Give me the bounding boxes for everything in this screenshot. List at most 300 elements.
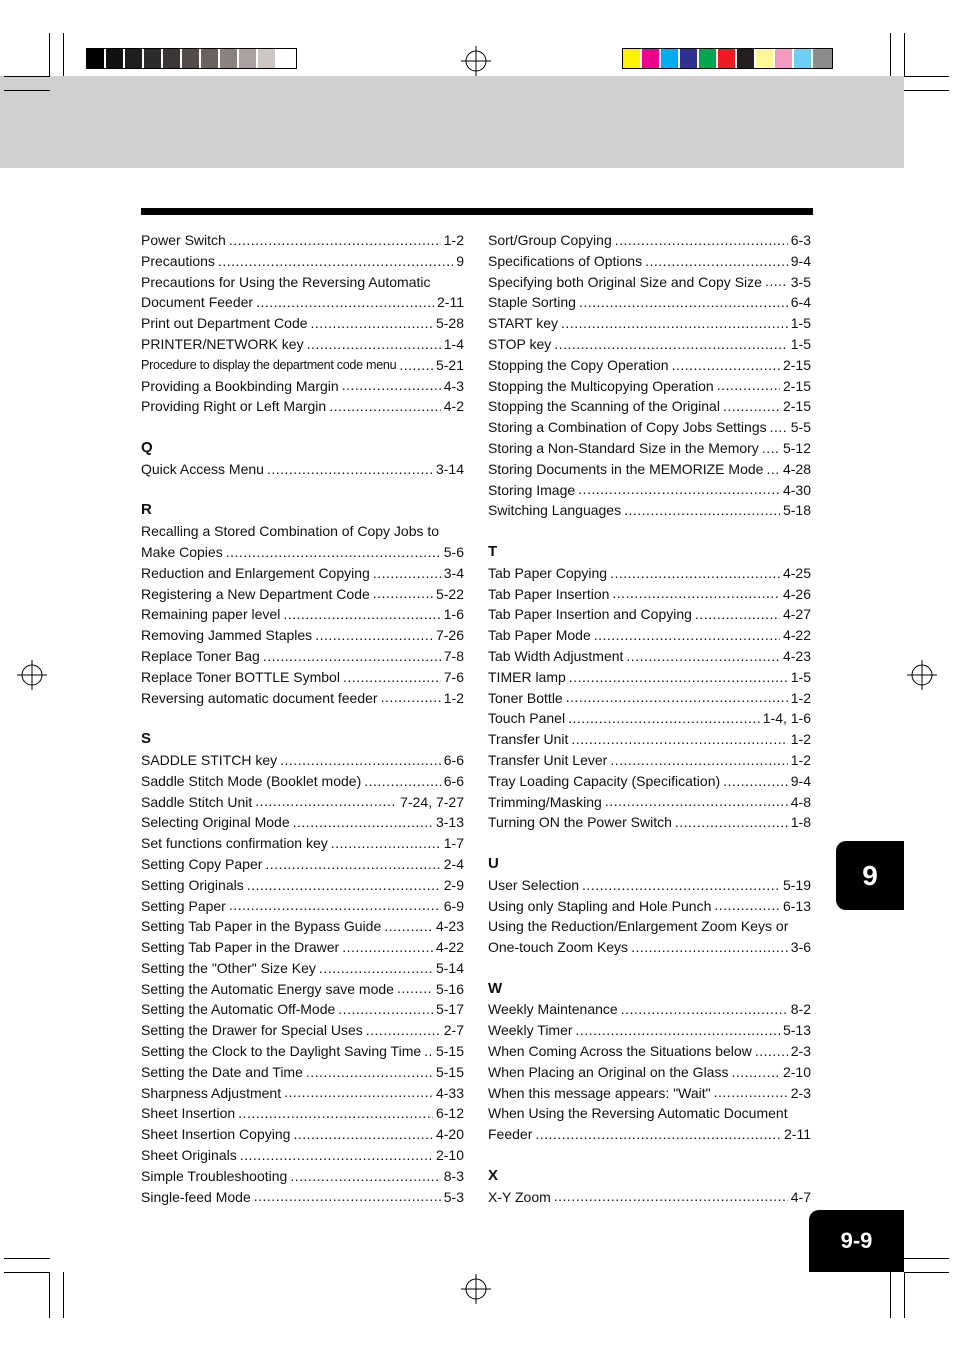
index-entry bbox=[488, 604, 811, 625]
entry-term: Tab Paper Insertion bbox=[488, 585, 610, 602]
index-entry bbox=[488, 1041, 811, 1062]
color-calibration-strip bbox=[622, 48, 833, 69]
index-entry bbox=[141, 688, 464, 709]
index-entry bbox=[488, 916, 811, 937]
section-letter: S bbox=[141, 730, 152, 748]
entry-term: Specifying both Original Size and Copy Size bbox=[488, 273, 762, 290]
color-patch bbox=[125, 49, 144, 68]
color-patch bbox=[642, 49, 661, 68]
color-patch bbox=[623, 49, 642, 68]
dot-leader bbox=[594, 628, 780, 642]
index-entry bbox=[488, 334, 811, 355]
color-patch bbox=[163, 49, 182, 68]
entry-term: Stopping the Multicopying Operation bbox=[488, 377, 714, 394]
entry-term: Saddle Stitch Unit bbox=[141, 793, 253, 810]
entry-term: Touch Panel bbox=[488, 710, 566, 727]
entry-term: Transfer Unit bbox=[488, 731, 569, 748]
entry-term: Sheet Originals bbox=[141, 1147, 237, 1164]
entry-term: Precautions for Using the Reversing Automatic bbox=[141, 273, 431, 290]
index-entry bbox=[488, 459, 811, 480]
entry-page: 6-6 bbox=[443, 751, 464, 768]
dot-leader bbox=[255, 794, 397, 808]
index-entry bbox=[141, 916, 464, 937]
entry-term: Tray Loading Capacity (Specification) bbox=[488, 772, 721, 789]
dot-leader bbox=[293, 815, 433, 829]
section-letter: T bbox=[488, 542, 498, 560]
entry-term: Stopping the Scanning of the Original bbox=[488, 398, 720, 415]
entry-term: One-touch Zoom Keys bbox=[488, 939, 629, 956]
crop-mark bbox=[63, 1272, 64, 1318]
entry-term: Remaining paper level bbox=[141, 606, 281, 623]
dot-leader bbox=[554, 337, 787, 351]
entry-page: 1-5 bbox=[790, 668, 811, 685]
entry-page: 2-10 bbox=[435, 1147, 464, 1164]
index-entry bbox=[141, 1166, 464, 1187]
dot-leader bbox=[399, 358, 433, 372]
entry-page: 6-4 bbox=[790, 294, 811, 311]
index-section bbox=[141, 230, 464, 417]
dot-leader bbox=[424, 1044, 433, 1058]
color-patch bbox=[201, 49, 220, 68]
entry-page: 2-11 bbox=[784, 1126, 811, 1143]
dot-leader bbox=[373, 586, 433, 600]
index-entry bbox=[141, 230, 464, 251]
entry-page: 2-15 bbox=[782, 356, 811, 373]
index-section bbox=[488, 230, 811, 521]
dot-leader bbox=[343, 670, 441, 684]
entry-page: 1-8 bbox=[790, 814, 811, 831]
index-entry bbox=[141, 979, 464, 1000]
index-entry bbox=[141, 833, 464, 854]
color-patch bbox=[756, 49, 775, 68]
entry-page: 9-4 bbox=[790, 772, 811, 789]
entry-page: 7-24, 7-27 bbox=[400, 793, 464, 810]
entry-term: Registering a New Department Code bbox=[141, 585, 370, 602]
entry-term: Storing a Non-Standard Size in the Memory bbox=[488, 439, 759, 456]
entry-page: 5-16 bbox=[435, 980, 464, 997]
entry-term: Trimming/Masking bbox=[488, 793, 602, 810]
entry-term: Set functions confirmation key bbox=[141, 835, 328, 852]
index-entry bbox=[141, 313, 464, 334]
dot-leader bbox=[381, 690, 441, 704]
entry-term: Simple Troubleshooting bbox=[141, 1167, 288, 1184]
dot-leader bbox=[331, 836, 441, 850]
entry-term: PRINTER/NETWORK key bbox=[141, 335, 304, 352]
entry-page: 3-4 bbox=[443, 564, 464, 581]
index-section bbox=[141, 729, 464, 1207]
crop-mark bbox=[63, 33, 64, 76]
dot-leader bbox=[569, 670, 788, 684]
index-entry bbox=[488, 667, 811, 688]
entry-term: Procedure to display the department code menu bbox=[141, 357, 397, 372]
entry-term: Setting Copy Paper bbox=[141, 855, 263, 872]
index-entry bbox=[488, 272, 811, 293]
index-entry bbox=[141, 999, 464, 1020]
entry-term: Sharpness Adjustment bbox=[141, 1084, 282, 1101]
entry-page: 3-6 bbox=[790, 939, 811, 956]
index-entry bbox=[141, 1041, 464, 1062]
index-entry bbox=[141, 1020, 464, 1041]
dot-leader bbox=[578, 482, 780, 496]
index-entry bbox=[488, 313, 811, 334]
index-entry bbox=[141, 896, 464, 917]
entry-page: 2-9 bbox=[443, 876, 464, 893]
index-entry bbox=[488, 875, 811, 896]
color-patch bbox=[794, 49, 813, 68]
dot-leader bbox=[384, 919, 433, 933]
entry-term: Document Feeder bbox=[141, 294, 254, 311]
entry-term: Tab Width Adjustment bbox=[488, 647, 624, 664]
dot-leader bbox=[621, 1002, 788, 1016]
entry-page: 1-2 bbox=[443, 232, 464, 248]
registration-mark-icon bbox=[461, 46, 491, 76]
entry-term: START key bbox=[488, 315, 559, 332]
entry-page: 6-13 bbox=[782, 897, 811, 914]
index-entry bbox=[488, 438, 811, 459]
index-entry bbox=[488, 937, 811, 958]
index-entry bbox=[141, 563, 464, 584]
entry-page: 5-21 bbox=[435, 356, 464, 373]
entry-term: X-Y Zoom bbox=[488, 1188, 551, 1205]
index-entry bbox=[141, 667, 464, 688]
index-entry bbox=[141, 542, 464, 563]
index-entry bbox=[141, 792, 464, 813]
entry-term: When Placing an Original on the Glass bbox=[488, 1063, 729, 1080]
index-entry bbox=[141, 459, 464, 480]
entry-page: 9-4 bbox=[790, 252, 811, 269]
color-patch bbox=[737, 49, 756, 68]
index-entry bbox=[488, 292, 811, 313]
index-section bbox=[488, 542, 811, 833]
color-patch bbox=[220, 49, 239, 68]
index-section bbox=[488, 979, 811, 1145]
entry-term: Make Copies bbox=[141, 543, 223, 560]
dot-leader bbox=[218, 254, 453, 268]
color-patch bbox=[87, 49, 106, 68]
entry-page: 6-9 bbox=[443, 897, 464, 914]
color-patch bbox=[239, 49, 258, 68]
dot-leader bbox=[624, 503, 780, 517]
index-entry bbox=[488, 729, 811, 750]
entry-page: 5-15 bbox=[435, 1043, 464, 1060]
entry-term: Toner Bottle bbox=[488, 689, 563, 706]
color-patch bbox=[775, 49, 794, 68]
index-entry bbox=[488, 896, 811, 917]
entry-page: 8-3 bbox=[443, 1167, 464, 1184]
dot-leader bbox=[397, 981, 433, 995]
index-entry bbox=[141, 355, 464, 376]
dot-leader bbox=[561, 316, 788, 330]
index-entry bbox=[141, 937, 464, 958]
dot-leader bbox=[238, 1106, 433, 1120]
index-entry bbox=[488, 646, 811, 667]
index-entry bbox=[488, 563, 811, 584]
entry-term: Setting the Automatic Off-Mode bbox=[141, 1001, 336, 1018]
entry-term: Setting the Automatic Energy save mode bbox=[141, 980, 394, 997]
entry-page: 5-22 bbox=[435, 585, 464, 602]
index-entry bbox=[488, 625, 811, 646]
index-entry bbox=[488, 1124, 811, 1145]
entry-term: Switching Languages bbox=[488, 502, 622, 519]
dot-leader bbox=[731, 1065, 780, 1079]
dot-leader bbox=[263, 649, 441, 663]
entry-term: Replace Toner Bag bbox=[141, 647, 260, 664]
entry-page: 4-27 bbox=[782, 606, 811, 623]
index-entry bbox=[141, 251, 464, 272]
dot-leader bbox=[229, 898, 441, 912]
entry-page: 9 bbox=[456, 252, 464, 269]
index-entry bbox=[141, 1062, 464, 1083]
entry-page: 1-4, 1-6 bbox=[762, 710, 811, 727]
header-band bbox=[0, 76, 904, 168]
crop-mark bbox=[49, 1272, 50, 1318]
dot-leader bbox=[755, 1044, 788, 1058]
entry-term: When this message appears: "Wait" bbox=[488, 1084, 711, 1101]
dot-leader bbox=[582, 878, 780, 892]
index-entry bbox=[141, 292, 464, 313]
entry-page: 5-19 bbox=[782, 876, 811, 893]
index-entry bbox=[141, 771, 464, 792]
entry-page: 4-33 bbox=[435, 1084, 464, 1101]
entry-term: Removing Jammed Staples bbox=[141, 627, 313, 644]
entry-term: Reversing automatic document feeder bbox=[141, 689, 378, 706]
index-entry bbox=[141, 646, 464, 667]
color-patch bbox=[144, 49, 163, 68]
dot-leader bbox=[293, 1127, 433, 1141]
entry-page: 4-30 bbox=[782, 481, 811, 498]
dot-leader bbox=[610, 566, 780, 580]
dot-leader bbox=[645, 254, 788, 268]
dot-leader bbox=[256, 295, 434, 309]
index-section bbox=[141, 500, 464, 708]
entry-term: Setting Paper bbox=[141, 897, 226, 914]
entry-page: 1-6 bbox=[443, 606, 464, 623]
index-entry bbox=[141, 1124, 464, 1145]
entry-page: 4-22 bbox=[435, 939, 464, 956]
entry-page: 6-6 bbox=[443, 772, 464, 789]
entry-page: 5-14 bbox=[435, 959, 464, 976]
entry-term: Storing Documents in the MEMORIZE Mode bbox=[488, 460, 764, 477]
index-entry bbox=[488, 771, 811, 792]
entry-page: 4-22 bbox=[782, 627, 811, 644]
dot-leader bbox=[615, 233, 788, 247]
dot-leader bbox=[254, 1189, 441, 1203]
entry-page: 4-7 bbox=[790, 1188, 811, 1205]
entry-page: 4-20 bbox=[435, 1126, 464, 1143]
dot-leader bbox=[265, 857, 440, 871]
entry-term: Saddle Stitch Mode (Booklet mode) bbox=[141, 772, 362, 789]
crop-mark bbox=[49, 33, 50, 76]
index-column-right bbox=[488, 230, 811, 1228]
index-entry bbox=[141, 958, 464, 979]
index-entry bbox=[488, 251, 811, 272]
dot-leader bbox=[280, 753, 441, 767]
dot-leader bbox=[284, 1085, 433, 1099]
entry-page: 4-26 bbox=[782, 585, 811, 602]
entry-page: 4-3 bbox=[443, 377, 464, 394]
index-section bbox=[141, 438, 464, 480]
entry-page: 5-6 bbox=[443, 543, 464, 560]
dot-leader bbox=[579, 295, 788, 309]
index-section bbox=[488, 1166, 811, 1208]
entry-page: 1-2 bbox=[790, 751, 811, 768]
dot-leader bbox=[364, 774, 441, 788]
color-patch bbox=[718, 49, 737, 68]
entry-page: 4-8 bbox=[790, 793, 811, 810]
dot-leader bbox=[766, 462, 780, 476]
entry-page: 7-26 bbox=[435, 627, 464, 644]
entry-page: 5-5 bbox=[790, 419, 811, 436]
entry-term: Selecting Original Mode bbox=[141, 814, 290, 831]
dot-leader bbox=[610, 753, 787, 767]
chapter-tab: 9 bbox=[836, 841, 904, 910]
dot-leader bbox=[366, 1023, 441, 1037]
entry-term: Tab Paper Insertion and Copying bbox=[488, 606, 692, 623]
entry-page: 5-17 bbox=[435, 1001, 464, 1018]
entry-page: 3-14 bbox=[435, 460, 464, 477]
crop-mark bbox=[904, 90, 949, 91]
index-entry bbox=[141, 1145, 464, 1166]
entry-page: 4-23 bbox=[435, 918, 464, 935]
entry-term: Sort/Group Copying bbox=[488, 232, 612, 248]
index-entry bbox=[141, 604, 464, 625]
index-entry bbox=[488, 708, 811, 729]
section-letter: Q bbox=[141, 438, 153, 456]
color-patch bbox=[277, 49, 296, 68]
registration-mark-icon bbox=[907, 660, 937, 690]
entry-page: 1-5 bbox=[790, 315, 811, 332]
index-entry bbox=[488, 417, 811, 438]
entry-term: Stopping the Copy Operation bbox=[488, 356, 669, 373]
entry-term: Print out Department Code bbox=[141, 315, 308, 332]
entry-page: 2-15 bbox=[782, 398, 811, 415]
index-entry bbox=[488, 1103, 811, 1124]
entry-page: 4-25 bbox=[782, 564, 811, 581]
entry-term: Single-feed Mode bbox=[141, 1188, 251, 1205]
dot-leader bbox=[626, 649, 780, 663]
index-entry bbox=[488, 1020, 811, 1041]
index-entry bbox=[141, 272, 464, 293]
entry-page: 7-6 bbox=[443, 668, 464, 685]
index-entry bbox=[488, 812, 811, 833]
dot-leader bbox=[576, 1023, 780, 1037]
entry-page: 5-18 bbox=[782, 502, 811, 519]
dot-leader bbox=[723, 399, 780, 413]
index-entry bbox=[488, 355, 811, 376]
entry-term: STOP key bbox=[488, 335, 552, 352]
color-patch bbox=[182, 49, 201, 68]
entry-page: 3-13 bbox=[435, 814, 464, 831]
dot-leader bbox=[226, 545, 441, 559]
dot-leader bbox=[329, 399, 441, 413]
entry-term: Tab Paper Mode bbox=[488, 627, 591, 644]
index-entry bbox=[488, 750, 811, 771]
dot-leader bbox=[605, 794, 788, 808]
entry-term: Replace Toner BOTTLE Symbol bbox=[141, 668, 340, 685]
color-patch bbox=[106, 49, 125, 68]
dot-leader bbox=[612, 586, 780, 600]
color-patch bbox=[680, 49, 699, 68]
entry-term: Recalling a Stored Combination of Copy Jobs to bbox=[141, 523, 440, 540]
dot-leader bbox=[247, 878, 441, 892]
index-entry bbox=[488, 1062, 811, 1083]
entry-term: When Coming Across the Situations below bbox=[488, 1043, 752, 1060]
color-patch bbox=[661, 49, 680, 68]
crop-mark bbox=[4, 1258, 50, 1259]
section-letter: U bbox=[488, 854, 499, 872]
entry-page: 2-7 bbox=[443, 1022, 464, 1039]
dot-leader bbox=[315, 628, 433, 642]
entry-page: 4-2 bbox=[443, 398, 464, 415]
entry-term: Feeder bbox=[488, 1126, 533, 1143]
entry-term: Sheet Insertion Copying bbox=[141, 1126, 291, 1143]
entry-term: Power Switch bbox=[141, 232, 226, 248]
section-letter: X bbox=[488, 1166, 499, 1184]
index-entry bbox=[141, 750, 464, 771]
dot-leader bbox=[571, 732, 787, 746]
color-patch bbox=[699, 49, 718, 68]
index-entry bbox=[141, 875, 464, 896]
entry-term: Quick Access Menu bbox=[141, 460, 264, 477]
entry-page: 4-28 bbox=[782, 460, 811, 477]
entry-term: Using the Reduction/Enlargement Zoom Keys or bbox=[488, 918, 789, 935]
entry-term: Reduction and Enlargement Copying bbox=[141, 564, 370, 581]
section-rule bbox=[141, 208, 813, 215]
entry-page: 1-5 bbox=[790, 335, 811, 352]
entry-term: Weekly Maintenance bbox=[488, 1001, 618, 1018]
color-patch bbox=[813, 49, 832, 68]
section-letter: R bbox=[141, 501, 152, 519]
crop-mark bbox=[904, 1258, 949, 1259]
dot-leader bbox=[338, 1002, 433, 1016]
dot-leader bbox=[765, 274, 788, 288]
dot-leader bbox=[229, 233, 441, 247]
entry-term: TIMER lamp bbox=[488, 668, 566, 685]
entry-page: 4-23 bbox=[782, 647, 811, 664]
registration-mark-icon bbox=[17, 660, 47, 690]
entry-term: Turning ON the Power Switch bbox=[488, 814, 672, 831]
index-entry bbox=[141, 812, 464, 833]
crop-mark bbox=[890, 33, 891, 76]
grayscale-calibration-strip bbox=[86, 48, 297, 69]
entry-page: 2-3 bbox=[790, 1043, 811, 1060]
entry-page: 5-15 bbox=[435, 1063, 464, 1080]
dot-leader bbox=[675, 815, 788, 829]
crop-mark bbox=[4, 76, 50, 77]
entry-term: Setting the Drawer for Special Uses bbox=[141, 1022, 363, 1039]
index-entry bbox=[488, 230, 811, 251]
entry-term: Setting the Clock to the Daylight Saving Time bbox=[141, 1043, 422, 1060]
entry-page: 8-2 bbox=[790, 1001, 811, 1018]
dot-leader bbox=[240, 1148, 433, 1162]
entry-term: Staple Sorting bbox=[488, 294, 576, 311]
index-entry bbox=[141, 521, 464, 542]
entry-term: Setting Tab Paper in the Bypass Guide bbox=[141, 918, 382, 935]
dot-leader bbox=[717, 378, 780, 392]
index-entry bbox=[141, 1187, 464, 1208]
dot-leader bbox=[695, 607, 780, 621]
index-entry bbox=[488, 500, 811, 521]
dot-leader bbox=[631, 940, 788, 954]
page-number: 9-9 bbox=[809, 1210, 904, 1272]
entry-term: User Selection bbox=[488, 876, 580, 893]
crop-mark bbox=[904, 76, 949, 77]
entry-page: 1-4 bbox=[443, 335, 464, 352]
entry-page: 2-3 bbox=[790, 1084, 811, 1101]
entry-term: Weekly Timer bbox=[488, 1022, 573, 1039]
index-entry bbox=[488, 480, 811, 501]
section-letter: W bbox=[488, 979, 503, 997]
